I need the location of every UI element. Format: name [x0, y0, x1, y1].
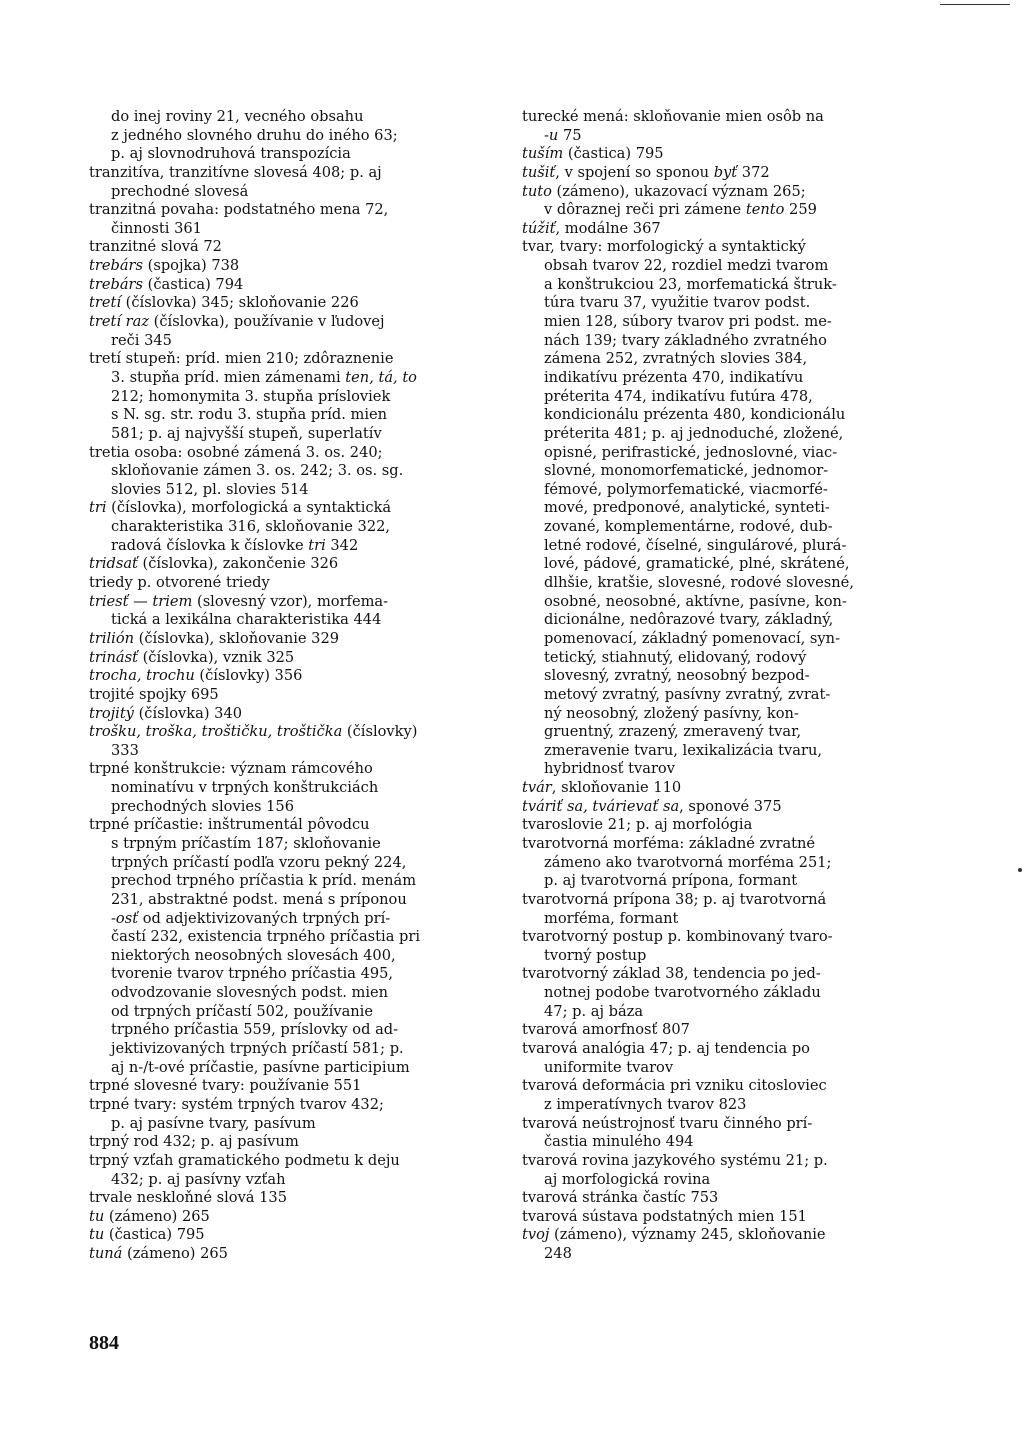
index-text: 47; p. aj báza [544, 1002, 644, 1020]
index-text: činnosti 361 [111, 219, 202, 237]
index-line [522, 1003, 992, 1022]
index-line [522, 481, 992, 500]
index-line [89, 947, 507, 966]
index-line [89, 1226, 507, 1245]
index-text: tvarová analógia 47; p. aj tendencia po [522, 1040, 810, 1058]
index-line [522, 201, 992, 220]
index-line [89, 593, 507, 612]
index-line [522, 854, 992, 873]
index-headword: tu [89, 1226, 105, 1244]
index-text: triedy p. otvorené triedy [89, 574, 270, 592]
index-line [89, 686, 507, 705]
index-text: letné rodové, číselné, singulárové, plurá- [544, 536, 847, 554]
index-line [89, 294, 507, 313]
index-text: prechodné slovesá [111, 182, 249, 200]
index-line [89, 1077, 507, 1096]
index-text: p. aj slovnodruhová transpozícia [111, 145, 351, 163]
index-text: zmeravenie tvaru, lexikalizácia tvaru, [544, 741, 823, 759]
index-text: zované, komplementárne, rodové, dub- [544, 518, 833, 536]
index-line [89, 574, 507, 593]
index-line [522, 1096, 992, 1115]
index-text: (číslovka), používanie v ľudovej [149, 313, 385, 331]
index-text: (číslovka), zakončenie 326 [137, 555, 339, 573]
index-text: trpné príčastie: inštrumentál pôvodcu [89, 816, 370, 834]
index-line [89, 425, 507, 444]
index-line [89, 779, 507, 798]
index-text: , sponové 375 [679, 797, 782, 815]
index-headword: tušiť [522, 163, 556, 181]
index-column-right [522, 108, 992, 1264]
index-text: tvaroslovie 21; p. aj morfológia [522, 816, 753, 834]
index-line [89, 332, 507, 351]
index-line [89, 1003, 507, 1022]
index-text: (číslovka), vznik 325 [137, 648, 295, 666]
index-line [522, 369, 992, 388]
index-text: p. aj tvarotvorná prípona, formant [544, 872, 798, 890]
index-text: tvarotvorná prípona 38; p. aj tvarotvorná [522, 890, 827, 908]
index-line [89, 406, 507, 425]
index-text: tvarová deformácia pri vzniku citosloviec [522, 1077, 827, 1095]
index-text: reči 345 [111, 331, 172, 349]
index-line [89, 164, 507, 183]
index-line [89, 388, 507, 407]
index-line [522, 1208, 992, 1227]
index-text: túra tvaru 37, využitie tvarov podst. [544, 294, 811, 312]
index-line [89, 127, 507, 146]
index-text: tvarová stránka častíc 753 [522, 1189, 719, 1207]
index-text: kondicionálu prézenta 480, kondicionálu [544, 406, 846, 424]
index-line [522, 1226, 992, 1245]
index-text: častí 232, existencia trpného príčastia pri [111, 928, 421, 946]
index-line [89, 742, 507, 761]
index-line [522, 257, 992, 276]
index-text: aj morfologická rovina [544, 1170, 711, 1188]
index-line [522, 127, 992, 146]
index-line [522, 518, 992, 537]
index-text: gruentný, zrazený, zmeravený tvar, [544, 723, 802, 741]
index-text: tvorenie tvarov trpného príčastia 495, [111, 965, 394, 983]
index-headword: trojitý [89, 704, 134, 722]
index-line [522, 835, 992, 854]
index-text: trpný rod 432; p. aj pasívum [89, 1133, 299, 1151]
index-line [522, 760, 992, 779]
index-line [89, 872, 507, 891]
index-line [522, 555, 992, 574]
index-headword: trinásť [89, 648, 138, 666]
index-line [89, 705, 507, 724]
index-text: tretia osoba: osobné zámená 3. os. 240; [89, 443, 383, 461]
index-line [522, 238, 992, 257]
index-text: lové, pádové, gramatické, plné, skrátené, [544, 555, 850, 573]
index-text: slovies 512, pl. slovies 514 [111, 480, 309, 498]
index-text: (číslovky) [342, 723, 418, 741]
index-text: zámena 252, zvratných slovies 384, [544, 350, 808, 368]
index-text: (častica) 794 [143, 275, 244, 293]
index-headword: tuná [89, 1245, 123, 1263]
index-text: turecké mená: skloňovanie mien osôb na [522, 108, 824, 125]
index-text: tvarová sústava podstatných mien 151 [522, 1207, 807, 1225]
index-line [522, 1077, 992, 1096]
index-line [522, 332, 992, 351]
index-line [522, 872, 992, 891]
index-text: prechodných slovies 156 [111, 797, 294, 815]
index-text: tvarová amorfnosť 807 [522, 1021, 690, 1039]
index-text: do inej roviny 21, vecného obsahu [111, 108, 364, 125]
index-line [89, 667, 507, 686]
index-text: 333 [111, 741, 139, 759]
index-line [522, 537, 992, 556]
index-line [522, 574, 992, 593]
index-headword: trocha, trochu [89, 667, 195, 685]
index-line [89, 1171, 507, 1190]
index-text: mové, predponové, analytické, synteti- [544, 499, 830, 517]
index-line [89, 313, 507, 332]
index-text: metový zvratný, pasívny zvratný, zvrat- [544, 685, 831, 703]
index-line [89, 798, 507, 817]
index-line [522, 798, 992, 817]
index-line [89, 1115, 507, 1134]
index-text: nách 139; tvary základného zvratného [544, 331, 827, 349]
index-text: tvarotvorný postup p. kombinovaný tvaro- [522, 928, 833, 946]
index-text: nominatívu v trpných konštrukciách [111, 779, 379, 797]
index-line [89, 928, 507, 947]
index-line [89, 1152, 507, 1171]
index-line [89, 183, 507, 202]
index-text: niektorých neosobných slovesách 400, [111, 946, 396, 964]
index-headword: byť [713, 163, 738, 181]
index-line [522, 388, 992, 407]
index-line [89, 1133, 507, 1152]
index-text: tvarotvorná morféma: základné zvratné [522, 834, 816, 852]
index-line [522, 910, 992, 929]
index-line [522, 686, 992, 705]
index-line [522, 220, 992, 239]
index-text: , skloňovanie 110 [551, 779, 682, 797]
index-text: (číslovka) 340 [133, 704, 243, 722]
index-line [522, 350, 992, 369]
index-headword: trebárs [89, 275, 143, 293]
index-line [89, 257, 507, 276]
index-line [522, 928, 992, 947]
index-line [89, 816, 507, 835]
index-text: tretí stupeň: príd. mien 210; zdôraznenie [89, 350, 394, 368]
index-text: (zámeno), významy 245, skloňovanie [549, 1226, 826, 1244]
index-line [89, 891, 507, 910]
index-line [89, 630, 507, 649]
index-headword: túžiť [522, 219, 556, 237]
index-text: 342 [325, 536, 359, 554]
index-text: trpné tvary: systém trpných tvarov 432; [89, 1095, 384, 1113]
index-text: — [128, 592, 153, 610]
index-headword: tuším [522, 145, 564, 163]
index-text: , modálne 367 [555, 219, 661, 237]
index-text: odvodzovanie slovesných podst. mien [111, 984, 389, 1002]
index-text: trpné slovesné tvary: používanie 551 [89, 1077, 362, 1095]
index-text: tvar, tvary: morfologický a syntaktický [522, 238, 806, 256]
index-line [89, 369, 507, 388]
index-line [522, 816, 992, 835]
index-line [89, 238, 507, 257]
index-text: hybridnosť tvarov [544, 760, 675, 778]
index-text: dlhšie, kratšie, slovesné, rodové slovesné, [544, 574, 854, 592]
index-text: od adjektivizovaných trpných prí- [138, 909, 391, 927]
index-text: 3. stupňa príd. mien zámenami [111, 368, 346, 386]
index-line [89, 1059, 507, 1078]
index-text: trojité spojky 695 [89, 685, 219, 703]
index-line [522, 425, 992, 444]
index-text: pomenovací, základný pomenovací, syn- [544, 629, 840, 647]
index-text: (číslovka), morfologická a syntaktická [106, 499, 392, 517]
index-headword: tvoj [522, 1226, 550, 1244]
index-headword: tretí raz [89, 313, 150, 331]
index-text: trpných príčastí podľa vzoru pekný 224, [111, 853, 407, 871]
index-text: s trpným príčastím 187; skloňovanie [111, 834, 381, 852]
index-text: od trpných príčastí 502, používanie [111, 1002, 373, 1020]
index-headword: trilión [89, 629, 135, 647]
index-text: notnej podobe tvarotvorného základu [544, 984, 821, 1002]
index-line [522, 183, 992, 202]
index-line [89, 481, 507, 500]
index-headword: tento [745, 201, 785, 219]
index-line [89, 444, 507, 463]
index-text: (častica) 795 [104, 1226, 205, 1244]
index-text: tetický, stiahnutý, elidovaný, rodový [544, 648, 807, 666]
index-text: z jedného slovného druhu do iného 63; [111, 126, 398, 144]
index-text: mien 128, súbory tvarov pri podst. me- [544, 313, 832, 331]
index-text: (zámeno) 265 [122, 1245, 228, 1263]
index-headword: tváriť sa, tvárievať sa [522, 797, 680, 815]
page-mark [1018, 868, 1022, 872]
index-line [522, 1171, 992, 1190]
index-text: osobné, neosobné, aktívne, pasívne, kon- [544, 592, 847, 610]
index-line [89, 910, 507, 929]
index-line [522, 1152, 992, 1171]
index-text: 212; homonymita 3. stupňa prísloviek [111, 387, 391, 405]
index-line [522, 611, 992, 630]
index-text: zámeno ako tvarotvorná morféma 251; [544, 853, 832, 871]
index-line [522, 294, 992, 313]
index-line [522, 705, 992, 724]
index-line [89, 1040, 507, 1059]
index-line [89, 611, 507, 630]
index-text: (slovesný vzor), morfema- [192, 592, 389, 610]
index-text: charakteristika 316, skloňovanie 322, [111, 518, 391, 536]
index-text: tranzitná povaha: podstatného mena 72, [89, 201, 389, 219]
index-text: prechod trpného príčastia k príd. menám [111, 872, 417, 890]
index-line [89, 649, 507, 668]
index-line [89, 984, 507, 1003]
index-line [89, 276, 507, 295]
index-text: častia minulého 494 [544, 1133, 694, 1151]
index-line [522, 499, 992, 518]
index-headword: trebárs [89, 257, 143, 275]
index-text: tvarotvorný základ 38, tendencia po jed- [522, 965, 821, 983]
index-text: morféma, formant [544, 909, 679, 927]
index-text: préterita 474, indikatívu futúra 478, [544, 387, 813, 405]
index-text: slovné, monomorfematické, jednomor- [544, 462, 829, 480]
index-line [522, 1245, 992, 1264]
index-text: préterita 481; p. aj jednoduché, zložené, [544, 424, 844, 442]
index-line [522, 145, 992, 164]
index-line [522, 444, 992, 463]
index-headword: tri [308, 536, 326, 554]
index-line [522, 1115, 992, 1134]
index-text: trpné konštrukcie: význam rámcového [89, 760, 373, 778]
index-headword: tretí [89, 294, 122, 312]
index-line [522, 779, 992, 798]
index-line [89, 1208, 507, 1227]
index-text: tvarová rovina jazykového systému 21; p. [522, 1151, 828, 1169]
index-text: 581; p. aj najvyšší stupeň, superlatív [111, 424, 382, 442]
index-line [89, 723, 507, 742]
index-line [522, 630, 992, 649]
index-line [522, 313, 992, 332]
index-line [522, 984, 992, 1003]
index-line [522, 667, 992, 686]
index-line [89, 220, 507, 239]
index-text: aj n-/t-ové príčastie, pasívne participium [111, 1058, 410, 1076]
index-line [89, 760, 507, 779]
index-text: tranzitíva, tranzitívne slovesá 408; p. aj [89, 163, 382, 181]
index-line [522, 1189, 992, 1208]
index-line [522, 965, 992, 984]
index-line [89, 1021, 507, 1040]
index-line [522, 1059, 992, 1078]
index-headword: triem [152, 592, 193, 610]
index-text: 432; p. aj pasívny vzťah [111, 1170, 286, 1188]
index-text: opisné, perifrastické, jednoslovné, viac- [544, 443, 838, 461]
index-text: tická a lexikálna charakteristika 444 [111, 611, 382, 629]
index-line [522, 1040, 992, 1059]
index-headword: -u [544, 126, 559, 144]
index-text: s N. sg. str. rodu 3. stupňa príd. mien [111, 406, 388, 424]
index-line [522, 462, 992, 481]
index-text: uniformite tvarov [544, 1058, 674, 1076]
index-text: obsah tvarov 22, rozdiel medzi tvarom [544, 257, 829, 275]
index-line [522, 593, 992, 612]
index-line [89, 537, 507, 556]
index-line [522, 723, 992, 742]
index-text: radová číslovka k číslovke [111, 536, 309, 554]
index-text: , v spojení so sponou [555, 163, 714, 181]
index-text: indikatívu prézenta 470, indikatívu [544, 368, 804, 386]
index-line [522, 891, 992, 910]
index-line [89, 108, 507, 127]
index-line [522, 164, 992, 183]
index-line [89, 499, 507, 518]
index-headword: tu [89, 1207, 105, 1225]
index-headword: -osť [111, 909, 139, 927]
index-text: 372 [737, 163, 770, 181]
index-line [522, 108, 992, 127]
index-text: tvorný postup [544, 946, 647, 964]
index-line [522, 947, 992, 966]
index-text: v dôraznej reči pri zámene [544, 201, 746, 219]
index-text: skloňovanie zámen 3. os. 242; 3. os. sg. [111, 462, 404, 480]
index-headword: ten, tá, to [345, 368, 417, 386]
index-line [89, 1189, 507, 1208]
index-text: (číslovka), skloňovanie 329 [134, 629, 340, 647]
index-line [89, 965, 507, 984]
index-text: (spojka) 738 [143, 257, 240, 275]
index-headword: triesť [89, 592, 129, 610]
index-text: fémové, polymorfematické, viacmorfé- [544, 480, 828, 498]
index-line [89, 555, 507, 574]
index-line [89, 350, 507, 369]
index-headword: tvár [522, 779, 552, 797]
index-headword: tuto [522, 182, 552, 200]
index-text: slovesný, zvratný, neosobný bezpod- [544, 667, 810, 685]
index-text: trvale neskloňné slová 135 [89, 1189, 288, 1207]
index-text: 248 [544, 1245, 572, 1263]
index-line [522, 1021, 992, 1040]
index-text: (zámeno) 265 [104, 1207, 210, 1225]
index-text: p. aj pasívne tvary, pasívum [111, 1114, 316, 1132]
index-text: (častica) 795 [563, 145, 664, 163]
index-text: (zámeno), ukazovací význam 265; [551, 182, 806, 200]
index-text: 259 [784, 201, 817, 219]
index-text: trpný vzťah gramatického podmetu k deju [89, 1151, 400, 1169]
index-text: ný neosobný, zložený pasívny, kon- [544, 704, 799, 722]
index-column-left [89, 108, 507, 1264]
index-text: 231, abstraktné podst. mená s príponou [111, 890, 407, 908]
index-line [89, 1245, 507, 1264]
index-text: tranzitné slová 72 [89, 238, 222, 256]
top-rule [940, 4, 1010, 5]
index-line [89, 201, 507, 220]
index-text: z imperatívnych tvarov 823 [544, 1095, 747, 1113]
index-line [522, 406, 992, 425]
index-line [89, 835, 507, 854]
index-text: (číslovka) 345; skloňovanie 226 [121, 294, 359, 312]
index-text: dicionálne, nedôrazové tvary, základný, [544, 611, 834, 629]
index-line [89, 1096, 507, 1115]
index-line [522, 742, 992, 761]
index-text: 75 [558, 126, 582, 144]
index-text: a konštrukciou 23, morfematická štruk- [544, 275, 837, 293]
index-headword: trošku, troška, troštičku, troštička [89, 723, 343, 741]
index-line [522, 276, 992, 295]
index-text: trpného príčastia 559, príslovky od ad- [111, 1021, 399, 1039]
index-line [522, 649, 992, 668]
index-text: tvarová neústrojnosť tvaru činného prí- [522, 1114, 813, 1132]
index-line [89, 462, 507, 481]
index-line [89, 518, 507, 537]
index-headword: tri [89, 499, 107, 517]
index-text: jektivizovaných trpných príčastí 581; p. [111, 1040, 404, 1058]
index-headword: tridsať [89, 555, 138, 573]
index-line [89, 854, 507, 873]
index-line [522, 1133, 992, 1152]
index-text: (číslovky) 356 [194, 667, 303, 685]
page-number: 884 [89, 1332, 119, 1354]
index-line [89, 145, 507, 164]
